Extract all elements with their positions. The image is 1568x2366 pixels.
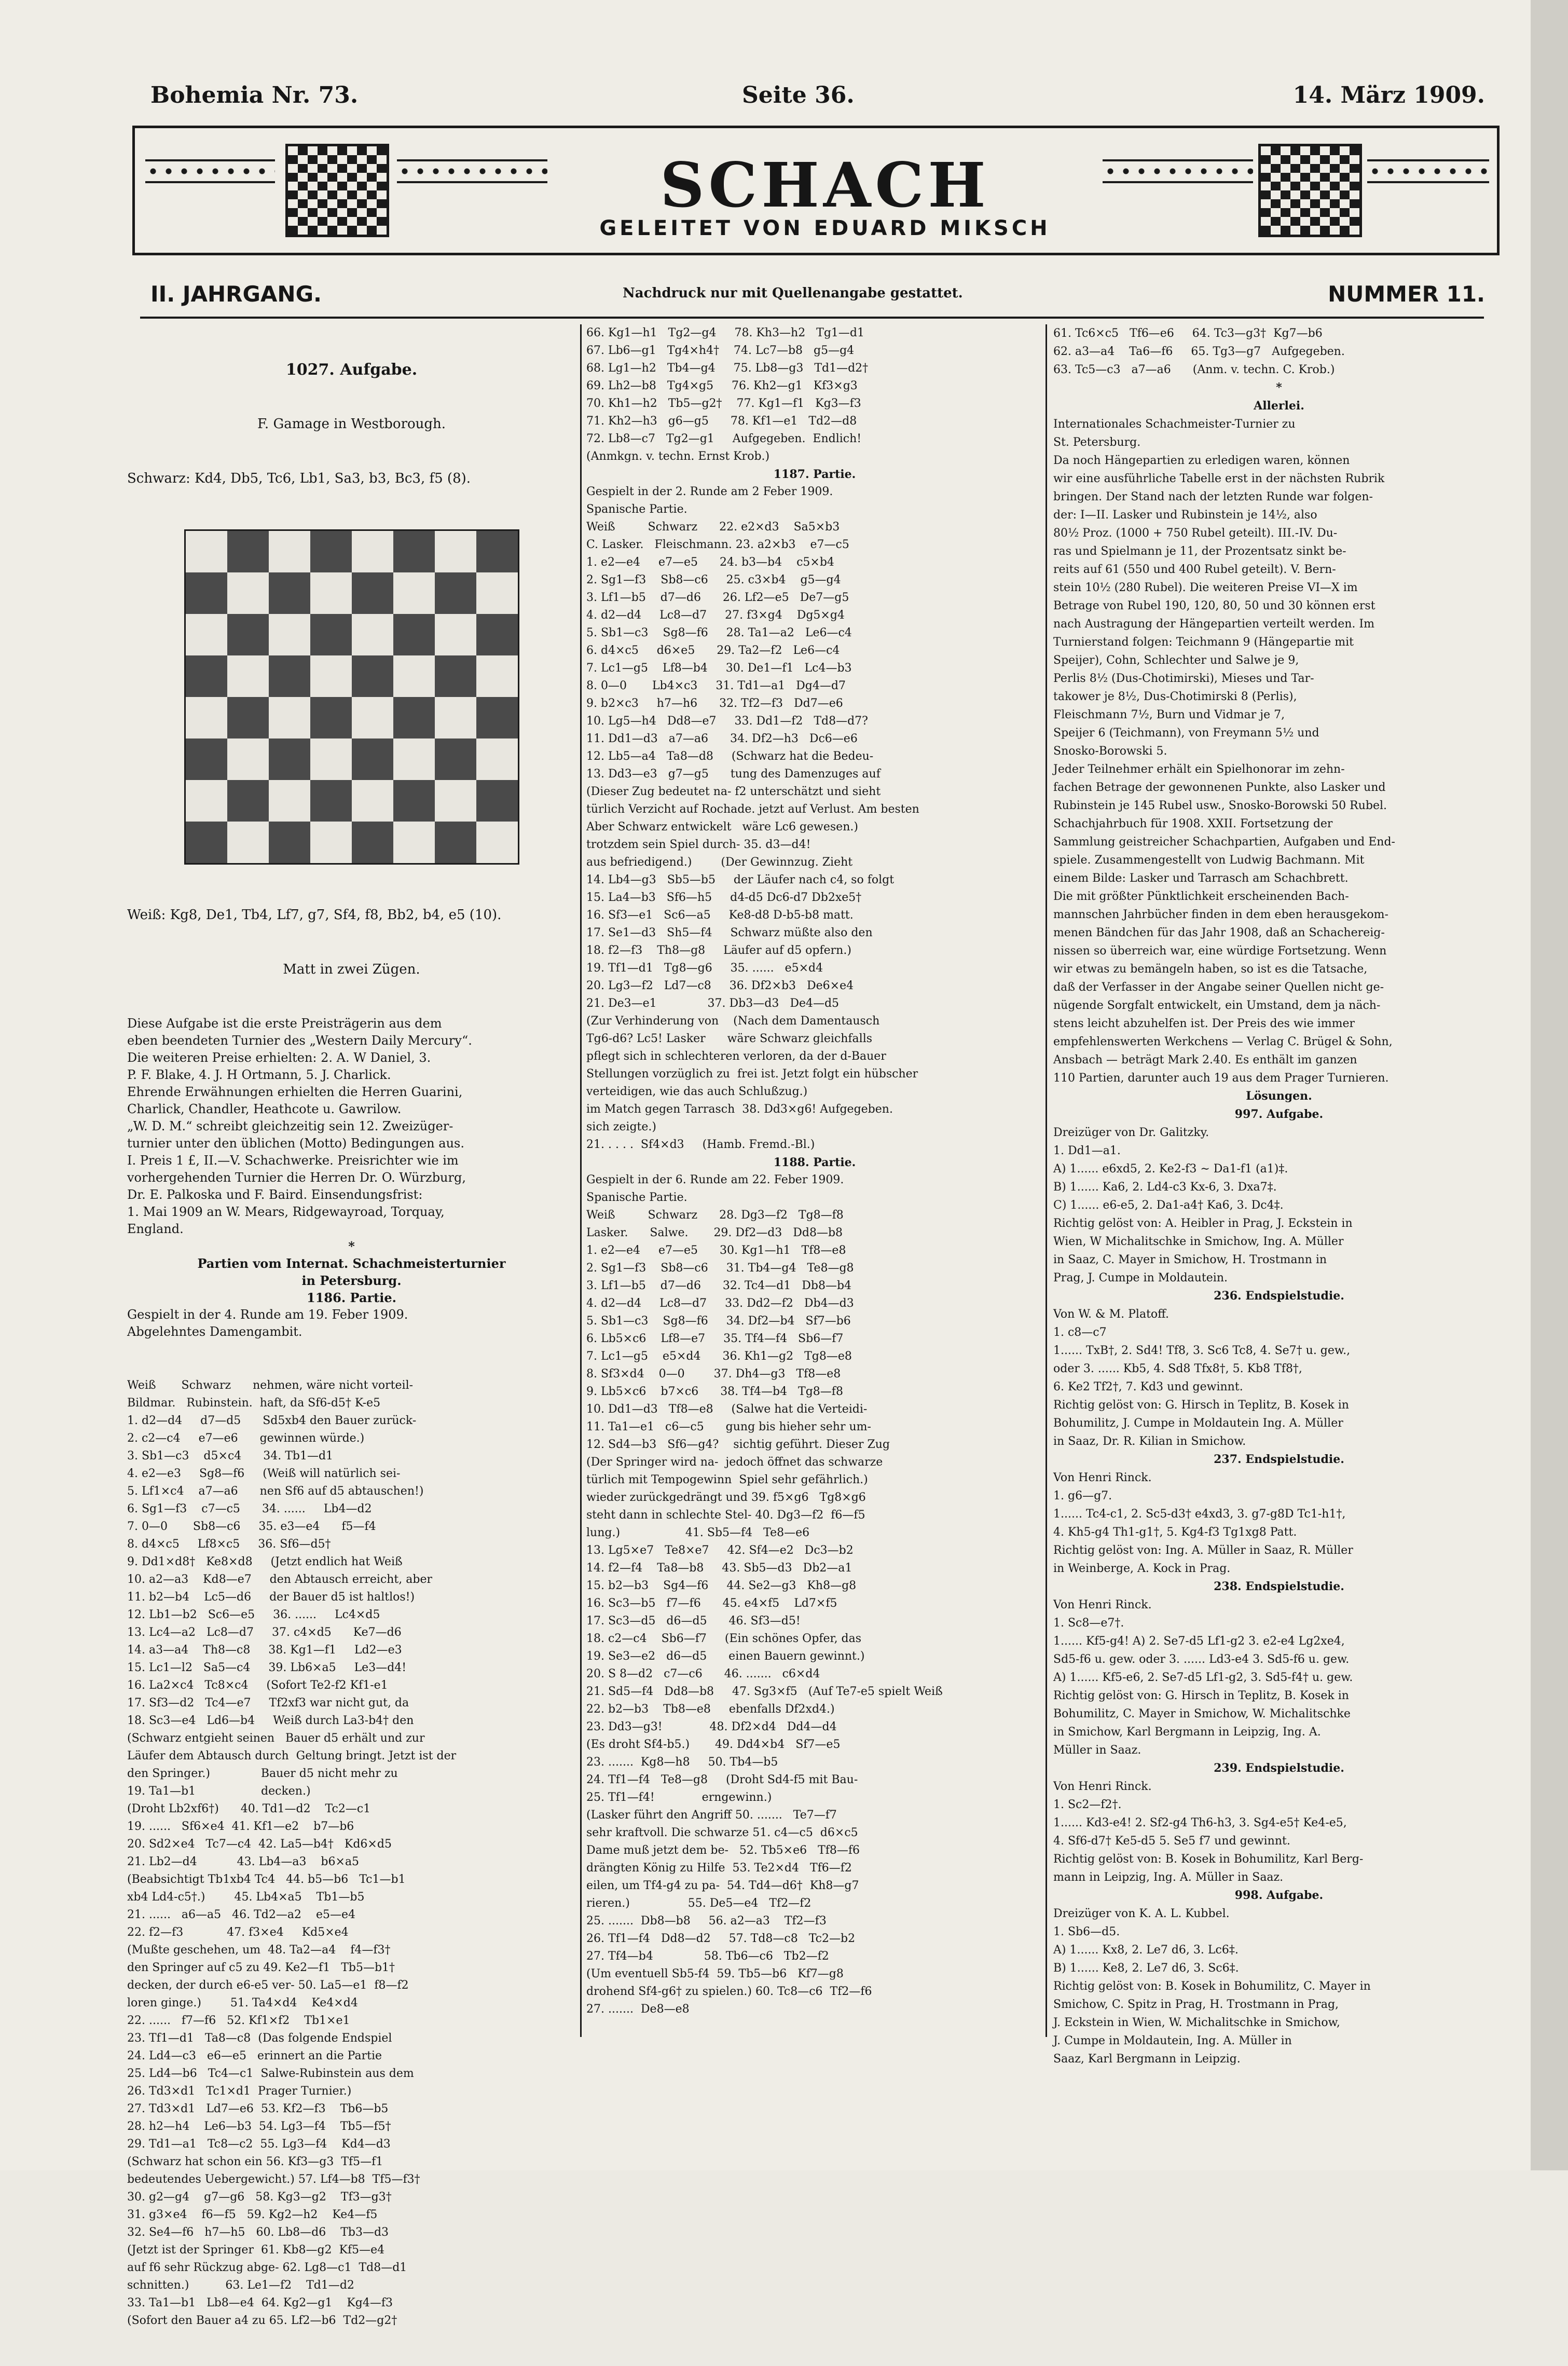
col2-line: 1. e2—e4 e7—e5 30. Kg1—h1 Tf8—e8 bbox=[586, 1244, 846, 1257]
col3-line: A) 1...... e6xd5, 2. Ke2-f3 ∼ Da1-f1 (a1)‡. bbox=[1053, 1163, 1288, 1175]
col1_moves-line: 14. a3—a4 Th8—c8 38. Kg1—f1 Ld2—e3 bbox=[127, 1644, 402, 1657]
col1-line: „W. D. M.“ schreibt gleichzeitig sein 12. Zweizüger- bbox=[127, 1119, 453, 1133]
checker-ornament-left bbox=[285, 144, 389, 237]
col2-line: Spanische Partie. bbox=[586, 503, 687, 516]
col1_moves-line: schnitten.) 63. Le1—f2 Td1—d2 bbox=[127, 2279, 354, 2292]
col2-line: Spanische Partie. bbox=[586, 1191, 687, 1204]
col1-line: Diese Aufgabe ist die erste Preisträgerin aus dem bbox=[127, 1016, 442, 1031]
col1-line: Charlick, Chandler, Heathcote u. Gawrilow. bbox=[127, 1102, 402, 1116]
col3-line: 63. Tc5—c3 a7—a6 (Anm. v. techn. C. Krob.) bbox=[1053, 363, 1335, 376]
col3-line: 997. Aufgabe. bbox=[1234, 1107, 1324, 1121]
dot-bar-left-inner bbox=[397, 159, 547, 183]
col1_moves-line: 24. Ld4—c3 e6—e5 erinnert an die Partie bbox=[127, 2049, 382, 2062]
col1_moves-line: 8. d4×c5 Lf8×c5 36. Sf6—d5† bbox=[127, 1538, 331, 1551]
col2-line: 13. Lg5×e7 Te8×e7 42. Sf4—e2 Dc3—b2 bbox=[586, 1544, 854, 1557]
col2-line: 68. Lg1—h2 Tb4—g4 75. Lb8—g3 Td1—d2† bbox=[586, 362, 869, 375]
col3-line: 236. Endspielstudie. bbox=[1214, 1289, 1344, 1303]
col1_moves-line: 22. ...... f7—f6 52. Kf1×f2 Tb1×e1 bbox=[127, 2014, 350, 2027]
col2-line: 6. d4×c5 d6×e5 29. Ta2—f2 Le6—c4 bbox=[586, 644, 840, 657]
col3-line: in Weinberge, A. Kock in Prag. bbox=[1053, 1562, 1231, 1575]
col2-line: 23. Dd3—g3! 48. Df2×d4 Dd4—d4 bbox=[586, 1720, 837, 1733]
problem-author: F. Gamage in Westborough. bbox=[257, 416, 446, 432]
column-rule-2 bbox=[1046, 324, 1047, 2037]
col1_moves-line: (Schwarz hat schon ein 56. Kf3—g3 Tf5—f1 bbox=[127, 2155, 383, 2168]
col1_moves-line: xb4 Ld4-c5†.) 45. Lb4×a5 Tb1—b5 bbox=[127, 1891, 365, 1904]
col3-line: Von Henri Rinck. bbox=[1053, 1780, 1152, 1793]
col1-line: turnier unter den üblichen (Motto) Bedingungen aus. bbox=[127, 1136, 464, 1151]
col2-line: (Zur Verhinderung von (Nach dem Damentausch bbox=[586, 1015, 880, 1028]
col2-line: 21. . . . . Sf4×d3 (Hamb. Fremd.-Bl.) bbox=[586, 1138, 815, 1151]
col3-line: wir etwas zu bemängeln haben, so ist es die Tatsache, bbox=[1053, 963, 1368, 976]
col1-line: I. Preis 1 £, II.—V. Schachwerke. Preisrichter wie im bbox=[127, 1153, 459, 1168]
col2-line: 24. Tf1—f4 Te8—g8 (Droht Sd4-f5 mit Bau- bbox=[586, 1773, 858, 1786]
col3-line: nügende Sorgfalt entwickelt, ein Umstand, dem ja näch- bbox=[1053, 999, 1381, 1012]
col3-line: Prag, J. Cumpe in Moldautein. bbox=[1053, 1271, 1228, 1284]
col3-line: in Saaz, C. Mayer in Smichow, H. Trostmann in bbox=[1053, 1253, 1327, 1266]
col1_moves-line: den Springer.) Bauer d5 nicht mehr zu bbox=[127, 1767, 398, 1780]
col2-line: 10. Dd1—d3 Tf8—e8 (Salwe hat die Verteidi- bbox=[586, 1403, 868, 1416]
col2-line: 3. Lf1—b5 d7—d6 32. Tc4—d1 Db8—b4 bbox=[586, 1279, 852, 1292]
subheader bbox=[150, 281, 1485, 312]
col2-line: drohend Sf4-g6† zu spielen.) 60. Tc8—c6 Tf2—f6 bbox=[586, 1985, 872, 1998]
col3-line: Da noch Hängepartien zu erledigen waren, können bbox=[1053, 454, 1350, 467]
col3-line: menen Bändchen für das Jahr 1908, daß an Schachereig- bbox=[1053, 926, 1385, 939]
col3-line: in Saaz, Dr. R. Kilian in Smichow. bbox=[1053, 1435, 1246, 1448]
col3-line: bringen. Der Stand nach der letzten Runde war folgen- bbox=[1053, 490, 1373, 503]
col2-line: 11. Dd1—d3 a7—a6 34. Df2—h3 Dc6—e6 bbox=[586, 732, 858, 745]
col2-line: 1188. Partie. bbox=[773, 1156, 856, 1169]
col3-line: in Smichow, Karl Bergmann in Leipzig, Ing. A. bbox=[1053, 1726, 1321, 1739]
col3-line: mannschen Jahrbücher finden in dem eben herausgekom- bbox=[1053, 908, 1388, 921]
col2-line: 4. d2—d4 Lc8—d7 33. Dd2—f2 Db4—d3 bbox=[586, 1297, 854, 1310]
col2-line: 23. ....... Kg8—h8 50. Tb4—b5 bbox=[586, 1756, 778, 1769]
col3-line: Richtig gelöst von: A. Heibler in Prag, J. Eckstein in bbox=[1053, 1217, 1353, 1230]
col2-line: 3. Lf1—b5 d7—d6 26. Lf2—e5 De7—g5 bbox=[586, 591, 849, 604]
col2-line: 20. Lg3—f2 Ld7—c8 36. Df2×b3 De6×e4 bbox=[586, 979, 854, 992]
col3-line: 239. Endspielstudie. bbox=[1214, 1761, 1344, 1775]
number-label: NUMMER 11. bbox=[1328, 281, 1485, 307]
col3-line: Perlis 8½ (Dus-Chotimirski), Mieses und Tar- bbox=[1053, 672, 1314, 685]
column-3 bbox=[1053, 324, 1505, 2066]
col1_moves-line: 19. ...... Sf6×e4 41. Kf1—e2 b7—b6 bbox=[127, 1820, 354, 1833]
col3-line: Die mit größter Pünktlichkeit erscheinenden Bach- bbox=[1053, 890, 1349, 903]
col3-line: Betrage von Rubel 190, 120, 80, 50 und 30 können erst bbox=[1053, 599, 1376, 612]
col2-line: aus befriedigend.) (Der Gewinnzug. Zieht bbox=[586, 856, 853, 869]
col2-line: 18. f2—f3 Th8—g8 Läufer auf d5 opfern.) bbox=[586, 944, 851, 957]
col3-line: 61. Tc6×c5 Tf6—e6 64. Tc3—g3† Kg7—b6 bbox=[1053, 327, 1323, 340]
col2-line: 12. Lb5—a4 Ta8—d8 (Schwarz hat die Bedeu- bbox=[586, 750, 874, 763]
col1_moves-line: auf f6 sehr Rückzug abge- 62. Lg8—c1 Td8—d1 bbox=[127, 2261, 407, 2274]
col3-line: Schachjahrbuch für 1908. XXII. Fortsetzung der bbox=[1053, 817, 1333, 830]
col3-line: Richtig gelöst von: B. Kosek in Bohumilitz, Karl Berg- bbox=[1053, 1853, 1364, 1866]
col1_moves-line: 11. b2—b4 Lc5—d6 der Bauer d5 ist haltlos!) bbox=[127, 1591, 415, 1604]
col2-line: (Es droht Sf4-b5.) 49. Dd4×b4 Sf7—e5 bbox=[586, 1738, 841, 1751]
col3-line: B) 1...... Ke8, 2. Le7 d6, 3. Sc6‡. bbox=[1053, 1962, 1239, 1975]
col1_moves-line: Läufer dem Abtausch durch Geltung bringt. Jetzt ist der bbox=[127, 1749, 457, 1762]
dot-bar-right bbox=[1367, 159, 1489, 183]
col1_moves-line: (Mußte geschehen, um 48. Ta2—a4 f4—f3† bbox=[127, 1944, 391, 1957]
col2-line: 21. Sd5—f4 Dd8—b8 47. Sg3×f5 (Auf Te7-e5 spielt Weiß bbox=[586, 1685, 943, 1698]
banner-titlebox bbox=[555, 149, 1095, 240]
col1_moves-line: 18. Sc3—e4 Ld6—b4 Weiß durch La3-b4† den bbox=[127, 1714, 414, 1727]
col3-line: oder 3. ...... Kb5, 4. Sd8 Tfx8†, 5. Kb8 Tf8†, bbox=[1053, 1362, 1302, 1375]
col3-line: 1...... Kd3-e4! 2. Sf2-g4 Th6-h3, 3. Sg4-e5† Ke4-e5, bbox=[1053, 1816, 1347, 1829]
col1_moves-line: 25. Ld4—b6 Tc4—c1 Salwe-Rubinstein aus dem bbox=[127, 2067, 414, 2080]
col1_moves-line: decken, der durch e6-e5 ver- 50. La5—e1 f8—f2 bbox=[127, 1979, 409, 1992]
col3-line: 1. Sb6—d5. bbox=[1053, 1925, 1120, 1938]
issue-date: 14. März 1909. bbox=[1292, 82, 1485, 108]
col1-line: * bbox=[348, 1239, 355, 1254]
col2-line: 22. b2—b3 Tb8—e8 ebenfalls Df2xd4.) bbox=[586, 1703, 835, 1716]
col2-line: 12. Sd4—b3 Sf6—g4? sichtig geführt. Dieser Zug bbox=[586, 1438, 890, 1451]
col3-line: einem Bilde: Lasker und Tarrasch am Schachbrett. bbox=[1053, 872, 1349, 885]
col1-line: Gespielt in der 4. Runde am 19. Feber 1909. bbox=[127, 1307, 408, 1322]
col1_moves-line: 27. Td3×d1 Ld7—e6 53. Kf2—f3 Tb6—b5 bbox=[127, 2102, 389, 2115]
col3-line: St. Petersburg. bbox=[1053, 436, 1141, 449]
col3-line: Dreizüger von K. A. L. Kubbel. bbox=[1053, 1907, 1230, 1920]
col3-line: Jeder Teilnehmer erhält ein Spielhonorar im zehn- bbox=[1053, 763, 1345, 776]
col1-line: 1. Mai 1909 an W. Mears, Ridgewayroad, Torquay, bbox=[127, 1205, 445, 1219]
col2-line: (Um eventuell Sb5-f4 59. Tb5—b6 Kf7—g8 bbox=[586, 1967, 844, 1980]
col2-line: türlich Verzicht auf Rochade. jetzt auf Verlust. Am besten bbox=[586, 803, 919, 816]
col3-line: Smichow, C. Spitz in Prag, H. Trostmann in Prag, bbox=[1053, 1998, 1339, 2011]
black-pieces: Schwarz: Kd4, Db5, Tc6, Lb1, Sa3, b3, Bc3, f5 (8). bbox=[127, 471, 471, 486]
col2-line: 4. d2—d4 Lc8—d7 27. f3×g4 Dg5×g4 bbox=[586, 609, 845, 622]
col2-line: 15. b2—b3 Sg4—f6 44. Se2—g3 Kh8—g8 bbox=[586, 1579, 857, 1592]
col1_moves-line: Weiß Schwarz nehmen, wäre nicht vorteil- bbox=[127, 1379, 414, 1392]
checker-ornament-right bbox=[1258, 144, 1362, 237]
banner-title: SCHACH bbox=[660, 149, 990, 221]
col3-line: 110 Partien, darunter auch 19 aus dem Prager Turnieren. bbox=[1053, 1072, 1389, 1085]
col3-line: 4. Kh5-g4 Th1-g1†, 5. Kg4-f3 Tg1xg8 Patt. bbox=[1053, 1526, 1297, 1539]
col2-line: 69. Lh2—b8 Tg4×g5 76. Kh2—g1 Kf3×g3 bbox=[586, 379, 858, 392]
col2-line: 27. Tf4—b4 58. Tb6—c6 Tb2—f2 bbox=[586, 1950, 829, 1963]
col2-line: Dame muß jetzt dem be- 52. Tb5×e6 Tf8—f6 bbox=[586, 1844, 860, 1857]
col2-line: 9. Lb5×c6 b7×c6 38. Tf4—b4 Tg8—f8 bbox=[586, 1385, 843, 1398]
col1_moves-line: 12. Lb1—b2 Sc6—e5 36. ...... Lc4×d5 bbox=[127, 1608, 380, 1621]
col1_moves-line: 19. Ta1—b1 decken.) bbox=[127, 1785, 311, 1798]
col3-line: Lösungen. bbox=[1246, 1089, 1312, 1103]
col2-line: pflegt sich in schlechteren verloren, da der d-Bauer bbox=[586, 1050, 886, 1063]
col3-line: spiele. Zusammengestellt von Ludwig Bachmann. Mit bbox=[1053, 854, 1365, 867]
problem-stipulation: Matt in zwei Zügen. bbox=[283, 962, 420, 977]
col1_moves-line: 15. Lc1—l2 Sa5—c4 39. Lb6×a5 Le3—d4! bbox=[127, 1661, 407, 1674]
col3-line: ras und Spielmann je 11, der Prozentsatz sinkt be- bbox=[1053, 545, 1346, 558]
col3-line: Turnierstand folgen: Teichmann 9 (Hängepartie mit bbox=[1053, 636, 1354, 649]
col2-line: 11. Ta1—e1 c6—c5 gung bis hieher sehr um- bbox=[586, 1420, 871, 1433]
col2-line: 2. Sg1—f3 Sb8—c6 31. Tb4—g4 Te8—g8 bbox=[586, 1262, 854, 1275]
col1_moves-line: 26. Td3×d1 Tc1×d1 Prager Turnier.) bbox=[127, 2085, 352, 2098]
col1_moves-line: 33. Ta1—b1 Lb8—e4 64. Kg2—g1 Kg4—f3 bbox=[127, 2296, 393, 2309]
col3-line: der: I—II. Lasker und Rubinstein je 14½, also bbox=[1053, 509, 1317, 522]
col3-line: Speijer), Cohn, Schlechter und Salwe je 9, bbox=[1053, 654, 1299, 667]
col3-line: stens leicht abzuhelfen ist. Der Preis des wie immer bbox=[1053, 1017, 1355, 1030]
col2-line: 72. Lb8—c7 Tg2—g1 Aufgegeben. Endlich! bbox=[586, 432, 862, 445]
col2-line: 70. Kh1—h2 Tb5—g2† 77. Kg1—f1 Kg3—f3 bbox=[586, 397, 861, 410]
col3-line: empfehlenswerten Werkchens — Verlag C. Brügel & Sohn, bbox=[1053, 1035, 1393, 1048]
col3-line: 237. Endspielstudie. bbox=[1214, 1453, 1344, 1466]
col3-line: Internationales Schachmeister-Turnier zu bbox=[1053, 418, 1296, 431]
col3-line: Saaz, Karl Bergmann in Leipzig. bbox=[1053, 2053, 1241, 2066]
col2-line: Weiß Schwarz 22. e2×d3 Sa5×b3 bbox=[586, 521, 840, 534]
col1_moves-line: 2. c2—c4 e7—e6 gewinnen würde.) bbox=[127, 1432, 365, 1445]
col2-line: rieren.) 55. De5—e4 Tf2—f2 bbox=[586, 1897, 811, 1910]
col2-line: 8. Sf3×d4 0—0 37. Dh4—g3 Tf8—e8 bbox=[586, 1367, 841, 1380]
col3-line: Dreizüger von Dr. Galitzky. bbox=[1053, 1126, 1209, 1139]
col2-line: 10. Lg5—h4 Dd8—e7 33. Dd1—f2 Td8—d7? bbox=[586, 715, 868, 728]
col2-line: (Dieser Zug bedeutet na- f2 unterschätzt und sieht bbox=[586, 785, 881, 798]
col3-line: Müller in Saaz. bbox=[1053, 1744, 1141, 1757]
col2-line: steht dann in schlechte Stel- 40. Dg3—f2 f6—f5 bbox=[586, 1509, 865, 1522]
col3-line: 1...... Tc4-c1, 2. Sc5-d3† e4xd3, 3. g7-g8D Tc1-h1†, bbox=[1053, 1508, 1346, 1521]
col2-line: trotzdem sein Spiel durch- 35. d3—d4! bbox=[586, 838, 811, 851]
col2-line: 20. S 8—d2 c7—c6 46. ....... c6×d4 bbox=[586, 1667, 820, 1680]
col3-line: 1...... Kf5-g4! A) 2. Se7-d5 Lf1-g2 3. e2-e4 Lg2xe4, bbox=[1053, 1635, 1345, 1648]
col2-line: 71. Kh2—h3 g6—g5 78. Kf1—e1 Td2—d8 bbox=[586, 415, 857, 428]
col2-line: 6. Lb5×c6 Lf8—e7 35. Tf4—f4 Sb6—f7 bbox=[586, 1332, 844, 1345]
col3-line: 1. Sc8—e7†. bbox=[1053, 1617, 1124, 1630]
col1_moves-line: (Schwarz entgieht seinen Bauer d5 erhält und zur bbox=[127, 1732, 425, 1745]
col1_moves-line: 5. Lf1×c4 a7—a6 nen Sf6 auf d5 abtauschen!) bbox=[127, 1485, 424, 1498]
col2-line: 7. Lc1—g5 Lf8—b4 30. De1—f1 Lc4—b3 bbox=[586, 662, 852, 675]
col3-line: Bohumilitz, J. Cumpe in Moldautein Ing. A. Müller bbox=[1053, 1417, 1343, 1430]
col3-line: J. Cumpe in Moldautein, Ing. A. Müller in bbox=[1053, 2034, 1292, 2047]
col3-line: Von Henri Rinck. bbox=[1053, 1471, 1152, 1484]
col3-line: Wien, W Michalitschke in Smichow, Ing. A. Müller bbox=[1053, 1235, 1344, 1248]
col2-line: 27. ....... De8—e8 bbox=[586, 2003, 690, 2016]
col3-line: 1. Sc2—f2†. bbox=[1053, 1798, 1122, 1811]
col3-line: Von Henri Rinck. bbox=[1053, 1598, 1152, 1611]
column-1-text bbox=[127, 1015, 576, 1341]
col1-line: Partien vom Internat. Schachmeisterturnier bbox=[197, 1256, 506, 1271]
page-gutter bbox=[1531, 0, 1568, 2170]
column-rule-1 bbox=[580, 324, 582, 2037]
col2-line: Lasker. Salwe. 29. Df2—d3 Dd8—b8 bbox=[586, 1226, 843, 1239]
col1-line: Die weiteren Preise erhielten: 2. A. W Daniel, 3. bbox=[127, 1050, 431, 1065]
issue-label: Bohemia Nr. 73. bbox=[150, 82, 359, 108]
col1-line: Abgelehntes Damengambit. bbox=[127, 1324, 302, 1339]
col1-line: P. F. Blake, 4. J. H Ortmann, 5. J. Charlick. bbox=[127, 1068, 391, 1082]
col2-line: Stellungen vorzüglich zu frei ist. Jetzt folgt ein hübscher bbox=[586, 1068, 918, 1081]
col1-line: Dr. E. Palkoska und F. Baird. Einsendungsfrist: bbox=[127, 1187, 423, 1202]
col3-line: 1...... TxB†, 2. Sd4! Tf8, 3. Sc6 Tc8, 4. Se7† u. gew., bbox=[1053, 1344, 1351, 1357]
col2-line: 8. 0—0 Lb4×c3 31. Td1—a1 Dg4—d7 bbox=[586, 679, 846, 692]
col1_moves-line: 10. a2—a3 Kd8—e7 den Abtausch erreicht, aber bbox=[127, 1573, 432, 1586]
col1_moves-line: (Sofort den Bauer a4 zu 65. Lf2—b6 Td2—g2† bbox=[127, 2314, 397, 2327]
col1_moves-line: 31. g3×e4 f6—f5 59. Kg2—h2 Ke4—f5 bbox=[127, 2208, 378, 2221]
col1_moves-line: 29. Td1—a1 Tc8—c2 55. Lg3—f4 Kd4—d3 bbox=[127, 2138, 391, 2151]
col1-line: eben beendeten Turnier des „Western Daily Mercury“. bbox=[127, 1033, 472, 1048]
problem-title: 1027. Aufgabe. bbox=[285, 361, 418, 379]
col2-line: im Match gegen Tarrasch 38. Dd3×g6! Aufgegeben. bbox=[586, 1103, 893, 1116]
col3-line: Fleischmann 7½, Burn und Vidmar je 7, bbox=[1053, 708, 1285, 721]
col3-line: A) 1...... Kf5-e6, 2. Se7-d5 Lf1-g2, 3. Sd5-f4† u. gew. bbox=[1053, 1671, 1353, 1684]
col2-line: türlich mit Tempogewinn Spiel sehr gefährlich.) bbox=[586, 1473, 868, 1486]
col3-line: Speijer 6 (Teichmann), von Freymann 5½ und bbox=[1053, 727, 1319, 740]
col3-line: A) 1...... Kx8, 2. Le7 d6, 3. Lc6‡. bbox=[1053, 1944, 1239, 1957]
col2-line: 1. e2—e4 e7—e5 24. b3—b4 c5×b4 bbox=[586, 556, 834, 569]
col1_moves-line: bedeutendes Uebergewicht.) 57. Lf4—b8 Tf5—f3† bbox=[127, 2173, 420, 2186]
col1-line: vorhergehenden Turnier die Herren Dr. O. Würzburg, bbox=[127, 1170, 466, 1185]
col1_moves-line: 4. e2—e3 Sg8—f6 (Weiß will natürlich sei- bbox=[127, 1467, 401, 1480]
col2-line: sich zeigte.) bbox=[586, 1120, 656, 1133]
col1-line: Ehrende Erwähnungen erhielten die Herren Guarini, bbox=[127, 1085, 463, 1099]
col3-line: Richtig gelöst von: Ing. A. Müller in Saaz, R. Müller bbox=[1053, 1544, 1353, 1557]
col2-line: 67. Lb6—g1 Tg4×h4† 74. Lc7—b8 g5—g4 bbox=[586, 344, 855, 357]
col2-line: 19. Se3—e2 d6—d5 einen Bauern gewinnt.) bbox=[586, 1650, 865, 1663]
col2-line: (Der Springer wird na- jedoch öffnet das schwarze bbox=[586, 1456, 883, 1469]
col3-line: takower je 8½, Dus-Chotimirski 8 (Perlis), bbox=[1053, 690, 1297, 703]
column-2 bbox=[586, 324, 1043, 2037]
header-rule bbox=[140, 317, 1484, 319]
col1-line: 1186. Partie. bbox=[307, 1290, 396, 1305]
col3-line: C) 1...... e6-e5, 2. Da1-a4† Ka6, 3. Dc4‡. bbox=[1053, 1199, 1284, 1212]
col3-line: 1. c8—c7 bbox=[1053, 1326, 1107, 1339]
col3-line: 4. Sf6-d7† Ke5-d5 5. Se5 f7 und gewinnt. bbox=[1053, 1835, 1290, 1848]
col1_moves-line: 16. La2×c4 Tc8×c4 (Sofort Te2-f2 Kf1-e1 bbox=[127, 1679, 388, 1692]
col1_moves-line: 7. 0—0 Sb8—c6 35. e3—e4 f5—f4 bbox=[127, 1520, 376, 1533]
col2-line: 17. Se1—d3 Sh5—f4 Schwarz müßte also den bbox=[586, 926, 873, 939]
col3-line: 6. Ke2 Tf2†, 7. Kd3 und gewinnt. bbox=[1053, 1380, 1243, 1393]
col1_moves-line: 3. Sb1—c3 d5×c4 34. Tb1—d1 bbox=[127, 1449, 334, 1462]
col2-line: 18. c2—c4 Sb6—f7 (Ein schönes Opfer, das bbox=[586, 1632, 862, 1645]
col3-line: reits auf 61 (550 und 400 Rubel geteilt). V. Bern- bbox=[1053, 563, 1336, 576]
col3-line: Sd5-f6 u. gew. oder 3. ...... Ld3-e4 3. Sd5-f6 u. gew. bbox=[1053, 1653, 1350, 1666]
col2-line: sehr kraftvoll. Die schwarze 51. c4—c5 d6×c5 bbox=[586, 1826, 858, 1839]
col2-line: 9. b2×c3 h7—h6 32. Tf2—f3 Dd7—e6 bbox=[586, 697, 843, 710]
col1_moves-line: 23. Tf1—d1 Ta8—c8 (Das folgende Endspiel bbox=[127, 2032, 392, 2045]
col1_moves-line: 21. ...... a6—a5 46. Td2—a2 e5—e4 bbox=[127, 1908, 355, 1921]
col2-line: 66. Kg1—h1 Tg2—g4 78. Kh3—h2 Tg1—d1 bbox=[586, 326, 865, 339]
col2-line: 5. Sb1—c3 Sg8—f6 28. Ta1—a2 Le6—c4 bbox=[586, 626, 852, 639]
col2-line: 14. f2—f4 Ta8—b8 43. Sb5—d3 Db2—a1 bbox=[586, 1562, 852, 1575]
banner-subtitle: GELEITET VON EDUARD MIKSCH bbox=[599, 216, 1051, 240]
col2-line: verteidigen, wie das auch Schlußzug.) bbox=[586, 1085, 808, 1098]
col1_moves-line: 22. f2—f3 47. f3×e4 Kd5×e4 bbox=[127, 1926, 349, 1939]
dot-bar-left bbox=[145, 159, 275, 183]
col2-line: 1187. Partie. bbox=[773, 468, 856, 481]
col3-line: daß der Verfasser in der Angabe seiner Quellen nicht ge- bbox=[1053, 981, 1384, 994]
col3-line: Ansbach — beträgt Mark 2.40. Es enthält im ganzen bbox=[1053, 1054, 1357, 1066]
col1_moves-line: 32. Se4—f6 h7—h5 60. Lb8—d6 Tb3—d3 bbox=[127, 2226, 389, 2239]
col2-line: 19. Tf1—d1 Tg8—g6 35. ...... e5×d4 bbox=[586, 962, 823, 975]
col1_moves-line: 9. Dd1×d8† Ke8×d8 (Jetzt endlich hat Weiß bbox=[127, 1555, 403, 1568]
col1_moves-line: loren ginge.) 51. Ta4×d4 Ke4×d4 bbox=[127, 1996, 358, 2009]
col1-line: in Petersburg. bbox=[301, 1273, 402, 1288]
col2-line: Tg6-d6? Lc5! Lasker wäre Schwarz gleichfalls bbox=[586, 1032, 873, 1045]
col1_moves-line: 13. Lc4—a2 Lc8—d7 37. c4×d5 Ke7—d6 bbox=[127, 1626, 402, 1639]
col3-line: wir eine ausführliche Tabelle erst in der nächsten Rubrik bbox=[1053, 472, 1385, 485]
col2-line: 5. Sb1—c3 Sg8—f6 34. Df2—b4 Sf7—b6 bbox=[586, 1315, 851, 1328]
col3-line: Bohumilitz, C. Mayer in Smichow, W. Michalitschke bbox=[1053, 1707, 1351, 1720]
col3-line: Allerlei. bbox=[1254, 399, 1304, 413]
col1_moves-line: (Jetzt ist der Springer 61. Kb8—g2 Kf5—e4 bbox=[127, 2244, 385, 2256]
col3-line: 62. a3—a4 Ta6—f6 65. Tg3—g7 Aufgegeben. bbox=[1053, 345, 1345, 358]
col3-line: mann in Leipzig, Ing. A. Müller in Saaz. bbox=[1053, 1871, 1284, 1884]
col2-line: (Anmkgn. v. techn. Ernst Krob.) bbox=[586, 450, 770, 463]
col2-line: 16. Sf3—e1 Sc6—a5 Ke8-d8 D-b5-b8 matt. bbox=[586, 909, 854, 922]
col3-line: 1. Dd1—a1. bbox=[1053, 1144, 1121, 1157]
col1_moves-line: Bildmar. Rubinstein. haft, da Sf6-d5† K-e5 bbox=[127, 1397, 381, 1410]
col2-line: 14. Lb4—g3 Sb5—b5 der Läufer nach c4, so folgt bbox=[586, 873, 895, 886]
col2-line: 13. Dd3—e3 g7—g5 tung des Damenzuges auf bbox=[586, 768, 881, 781]
col2-line: Gespielt in der 2. Runde am 2 Feber 1909. bbox=[586, 485, 833, 498]
col3-line: Richtig gelöst von: G. Hirsch in Teplitz, B. Kosek in bbox=[1053, 1689, 1349, 1702]
col2-line: 25. ....... Db8—b8 56. a2—a3 Tf2—f3 bbox=[586, 1914, 827, 1927]
col3-line: 998. Aufgabe. bbox=[1234, 1889, 1324, 1902]
col1_moves-line: den Springer auf c5 zu 49. Ke2—f1 Tb5—b1† bbox=[127, 1961, 395, 1974]
col2-line: Aber Schwarz entwickelt wäre Lc6 gewesen.) bbox=[586, 820, 858, 833]
col2-line: Gespielt in der 6. Runde am 22. Feber 1909. bbox=[586, 1173, 844, 1186]
col2-line: 17. Sc3—d5 d6—d5 46. Sf3—d5! bbox=[586, 1615, 801, 1628]
col2-line: drängten König zu Hilfe 53. Te2×d4 Tf6—f2 bbox=[586, 1862, 852, 1875]
col2-line: Weiß Schwarz 28. Dg3—f2 Tg8—f8 bbox=[586, 1209, 844, 1222]
col2-line: lung.) 41. Sb5—f4 Te8—e6 bbox=[586, 1526, 810, 1539]
col1_moves-line: 28. h2—h4 Le6—b3 54. Lg3—f4 Tb5—f5† bbox=[127, 2120, 391, 2133]
page-number: Seite 36. bbox=[742, 82, 855, 108]
col3-line: J. Eckstein in Wien, W. Michalitschke in Smichow, bbox=[1053, 2016, 1340, 2029]
col1_moves-line: (Beabsichtigt Tb1xb4 Tc4 44. b5—b6 Tc1—b1 bbox=[127, 1873, 406, 1886]
col2-line: 21. De3—e1 37. Db3—d3 De4—d5 bbox=[586, 997, 840, 1010]
col2-line: (Lasker führt den Angriff 50. ....... Te7—f7 bbox=[586, 1809, 837, 1822]
col3-line: fachen Betrage der gewonnenen Punkte, also Lasker und bbox=[1053, 781, 1386, 794]
col3-line: 80½ Proz. (1000 + 750 Rubel geteilt). III.-IV. Du- bbox=[1053, 527, 1338, 540]
col2-line: 7. Lc1—g5 e5×d4 36. Kh1—g2 Tg8—e8 bbox=[586, 1350, 852, 1363]
col1_moves-line: 21. Lb2—d4 43. Lb4—a3 b6×a5 bbox=[127, 1855, 360, 1868]
col2-line: 15. La4—b3 Sf6—h5 d4-d5 Dc6-d7 Db2xe5† bbox=[586, 891, 862, 904]
col3-line: Snosko-Borowski 5. bbox=[1053, 745, 1167, 758]
col1_moves-line: 20. Sd2×e4 Tc7—c4 42. La5—b4† Kd6×d5 bbox=[127, 1838, 392, 1851]
game-1186-moves bbox=[127, 1377, 576, 2330]
col2-line: 16. Sc3—b5 f7—f6 45. e4×f5 Ld7×f5 bbox=[586, 1597, 837, 1610]
col3-line: stein 10½ (280 Rubel). Die weiteren Preise VI—X im bbox=[1053, 581, 1358, 594]
col3-line: nissen so überreich war, eine würdige Fortsetzung. Wenn bbox=[1053, 945, 1387, 958]
col3-line: Sammlung geistreicher Schachpartien, Aufgaben und End- bbox=[1053, 836, 1395, 849]
col3-line: B) 1...... Ka6, 2. Ld4-c3 Kx-6, 3. Dxa7‡. bbox=[1053, 1181, 1277, 1194]
col3-line: 1. g6—g7. bbox=[1053, 1489, 1112, 1502]
col2-line: wieder zurückgedrängt und 39. f5×g6 Tg8×g6 bbox=[586, 1491, 866, 1504]
reprint-notice: Nachdruck nur mit Quellenangabe gestattet. bbox=[623, 285, 963, 301]
volume-label: II. JAHRGANG. bbox=[150, 281, 322, 307]
col3-line: Richtig gelöst von: G. Hirsch in Teplitz, B. Kosek in bbox=[1053, 1399, 1349, 1412]
col2-line: 26. Tf1—f4 Dd8—d2 57. Td8—c8 Tc2—b2 bbox=[586, 1932, 856, 1945]
white-pieces: Weiß: Kg8, De1, Tb4, Lf7, g7, Sf4, f8, Bb2, b4, e5 (10). bbox=[127, 907, 502, 923]
col3-line: Rubinstein je 145 Rubel usw., Snosko-Borowski 50 Rubel. bbox=[1053, 799, 1387, 812]
page-header bbox=[150, 82, 1485, 124]
col3-line: Von W. & M. Platoff. bbox=[1053, 1308, 1169, 1321]
col3-line: nach Austragung der Hängepartien verteilt werden. Im bbox=[1053, 618, 1374, 631]
col1_moves-line: 30. g2—g4 g7—g6 58. Kg3—g2 Tf3—g3† bbox=[127, 2191, 392, 2204]
col2-line: 25. Tf1—f4! erngewinn.) bbox=[586, 1791, 772, 1804]
col1_moves-line: 6. Sg1—f3 c7—c5 34. ...... Lb4—d2 bbox=[127, 1502, 372, 1515]
col1_moves-line: (Droht Lb2xf6†) 40. Td1—d2 Tc2—c1 bbox=[127, 1802, 371, 1815]
col3-line: * bbox=[1276, 381, 1282, 394]
col1-line: England. bbox=[127, 1222, 184, 1236]
dot-bar-right-inner bbox=[1103, 159, 1253, 183]
col1_moves-line: 1. d2—d4 d7—d5 Sd5xb4 den Bauer zurück- bbox=[127, 1414, 417, 1427]
column-1 bbox=[127, 324, 576, 2327]
col2-line: 2. Sg1—f3 Sb8—c6 25. c3×b4 g5—g4 bbox=[586, 573, 841, 586]
col3-line: Richtig gelöst von: B. Kosek in Bohumilitz, C. Mayer in bbox=[1053, 1980, 1371, 1993]
col3-line: 238. Endspielstudie. bbox=[1214, 1580, 1344, 1593]
col2-line: eilen, um Tf4-g4 zu pa- 54. Td4—d6† Kh8—g7 bbox=[586, 1879, 859, 1892]
chess-diagram bbox=[184, 529, 519, 865]
col2-line: C. Lasker. Fleischmann. 23. a2×b3 e7—c5 bbox=[586, 538, 849, 551]
col1_moves-line: 17. Sf3—d2 Tc4—e7 Tf2xf3 war nicht gut, da bbox=[127, 1697, 409, 1709]
chess-banner bbox=[132, 126, 1500, 255]
